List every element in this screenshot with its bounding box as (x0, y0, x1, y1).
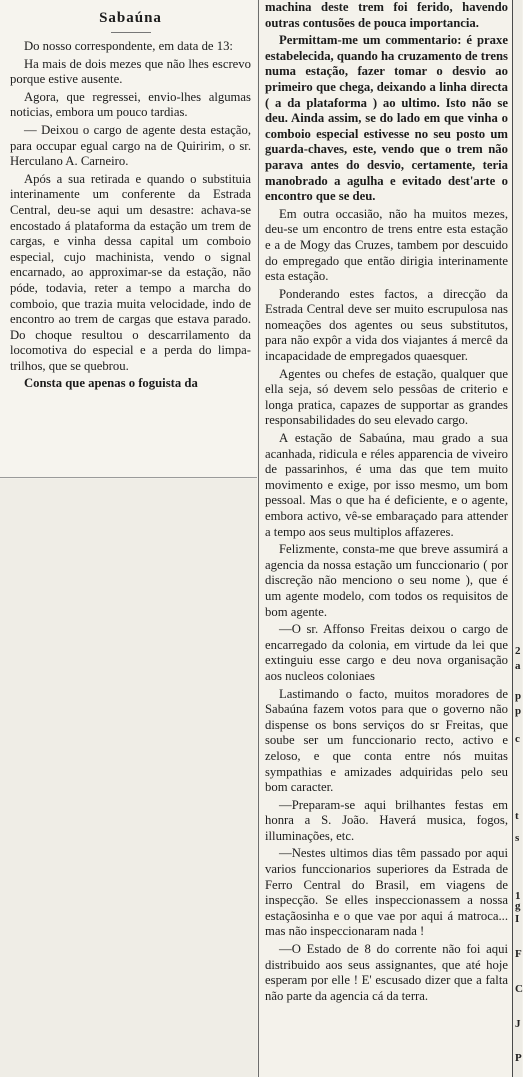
adjacent-column-edge (512, 0, 522, 1077)
title-rule (111, 32, 151, 33)
paragraph: Agentes ou chefes de estação, qualquer que ella seja, só devem selo pessôas de criterio e longa pratica, capazes de supportar as grandes responsabilidades do seu elevado cargo. (265, 366, 508, 428)
edge-glyph: C (515, 983, 523, 995)
paragraph: —Preparam-se aqui brilhantes festas em honra a S. João. Haverá musica, fogos, illuminações, etc. (265, 797, 508, 843)
paragraph: —O sr. Affonso Freitas deixou o cargo de encarregado da colonia, em virtude da lei que extinguiu esse cargo e deu nova organisação aos nucleos coloniaes (265, 622, 508, 683)
paragraph: Lastimando o facto, muitos moradores de Sabaúna fazem votos para que o governo não dispense os bons serviços do sr Freitas, que soube ser um funccionario recto, activo e zeloso, e que conta entre nós muitas sympathias e amizades adquiridas pelo seu bom caracter. (265, 686, 508, 795)
edge-glyph: 2 (515, 645, 521, 657)
paragraph: —Nestes ultimos dias têm passado por aqui varios funccionarios superiores da Estrada de Ferro Central do Brasil, em viagens de inspecção. Se elles inspeccionassem a nossa estaçãosinha e o que vae por aqui á matroca... mas não inspeccionaram nada ! (265, 846, 508, 939)
edge-glyph: g (515, 900, 521, 912)
paragraph: machina deste trem foi ferido, havendo outras contusões de pouca importancia. (265, 0, 508, 30)
edge-glyph: s (515, 832, 520, 844)
paragraph: A estação de Sabaúna, mau grado a sua acanhada, ridicula e réles apparencia de viveiro de passarinhos, é uma das que tem muito movimento e exige, por isso mesmo, um bom pessoal. Mas o que ha é deficiente, e o agente, embora activo, vê-se embaraçado para attender a tempo aos seus multiplos affazeres. (265, 431, 508, 539)
paragraph: — Deixou o cargo de agente desta estação, para occupar egual cargo na de Quiririm, o sr. Herculano A. Carneiro. (10, 122, 251, 169)
edge-glyph: 1 (515, 890, 521, 902)
paragraph: Em outra occasião, não ha muitos mezes, deu-se um encontro de trens entre esta estação e a de Mogy das Cruzes, tambem por descuido do empregado que então dirigia interinamente esta estação. (265, 206, 508, 284)
edge-glyph: P (515, 1052, 522, 1064)
paragraph: Após a sua retirada e quando o substituia interinamente um conferente da Estrada Central, deu-se aqui um desastre: achava-se encostado á plataforma da estação um trem de cargas, e vinha dessa capital um comboio especial, cujo machinista, vendo o signal encarnado, ao approximar-se da estação, não póde, todavia, reter a tempo a marcha do comboio, que trazia muita velocidade, indo de encontro ao trem de cargas que estava parado. Do choque resultou o descarrilamento da locomotiva do especial e a perda do limpa-trilhos, que se quebrou. (10, 171, 251, 373)
edge-glyph: p (515, 705, 522, 717)
paragraph: Ponderando estes factos, a direcção da Estrada Central deve ser muito escrupulosa nas nomeações dos agentes ou seus substitutos, para não expôr a vida dos viajantes á mercê da incapacidade de empregados quaesquer. (265, 286, 508, 364)
edge-glyph: F (515, 948, 522, 960)
edge-glyph: t (515, 810, 519, 822)
paragraph: Agora, que regressei, envio-lhes algumas noticias, embora um pouco tardias. (10, 89, 251, 120)
article-right-column (258, 0, 512, 1077)
edge-glyph: J (515, 1018, 521, 1030)
paragraph: Do nosso correspondente, em data de 13: (24, 39, 233, 53)
paragraph: Consta que apenas o foguista da (24, 376, 198, 391)
paragraph: Felizmente, consta-me que breve assumirá a agencia da nossa estação um funccionario ( por discreção não menciono o seu nome ), que é um agente modelo, com todos os requisitos de bom agente. (265, 542, 508, 619)
edge-glyph: p (515, 690, 522, 702)
article-left-column (0, 0, 257, 478)
edge-glyph: I (515, 913, 520, 925)
article-title: Sabaúna (99, 10, 162, 26)
blank-area (0, 479, 257, 1077)
edge-glyph: a (515, 660, 521, 672)
paragraph: Ha mais de dois mezes que não lhes escrevo porque estive ausente. (10, 56, 251, 87)
paragraph: Permittam-me um commentario: é praxe estabelecida, quando ha cruzamento de trens numa estação, fazer tomar o desvio ao primeiro que chega, deixando a linha directa ( a da plataforma ) ao ultimo. Isto não se deu. Ainda assim, se do lado em que vinha o comboio especial estivesse no seu posto um guarda-chaves, este, vendo que o trem não parava antes do desvio, certamente, teria manobrado a agulha e evitado dest'arte o encontro que se deu. (265, 33, 508, 204)
paragraph: —O Estado de 8 do corrente não foi aqui distribuido aos seus assignantes, que até hoje esperam por elle ! E' escusado dizer que a falta não parte da agencia cá da terra. (265, 942, 508, 1003)
edge-glyph: c (515, 733, 520, 745)
